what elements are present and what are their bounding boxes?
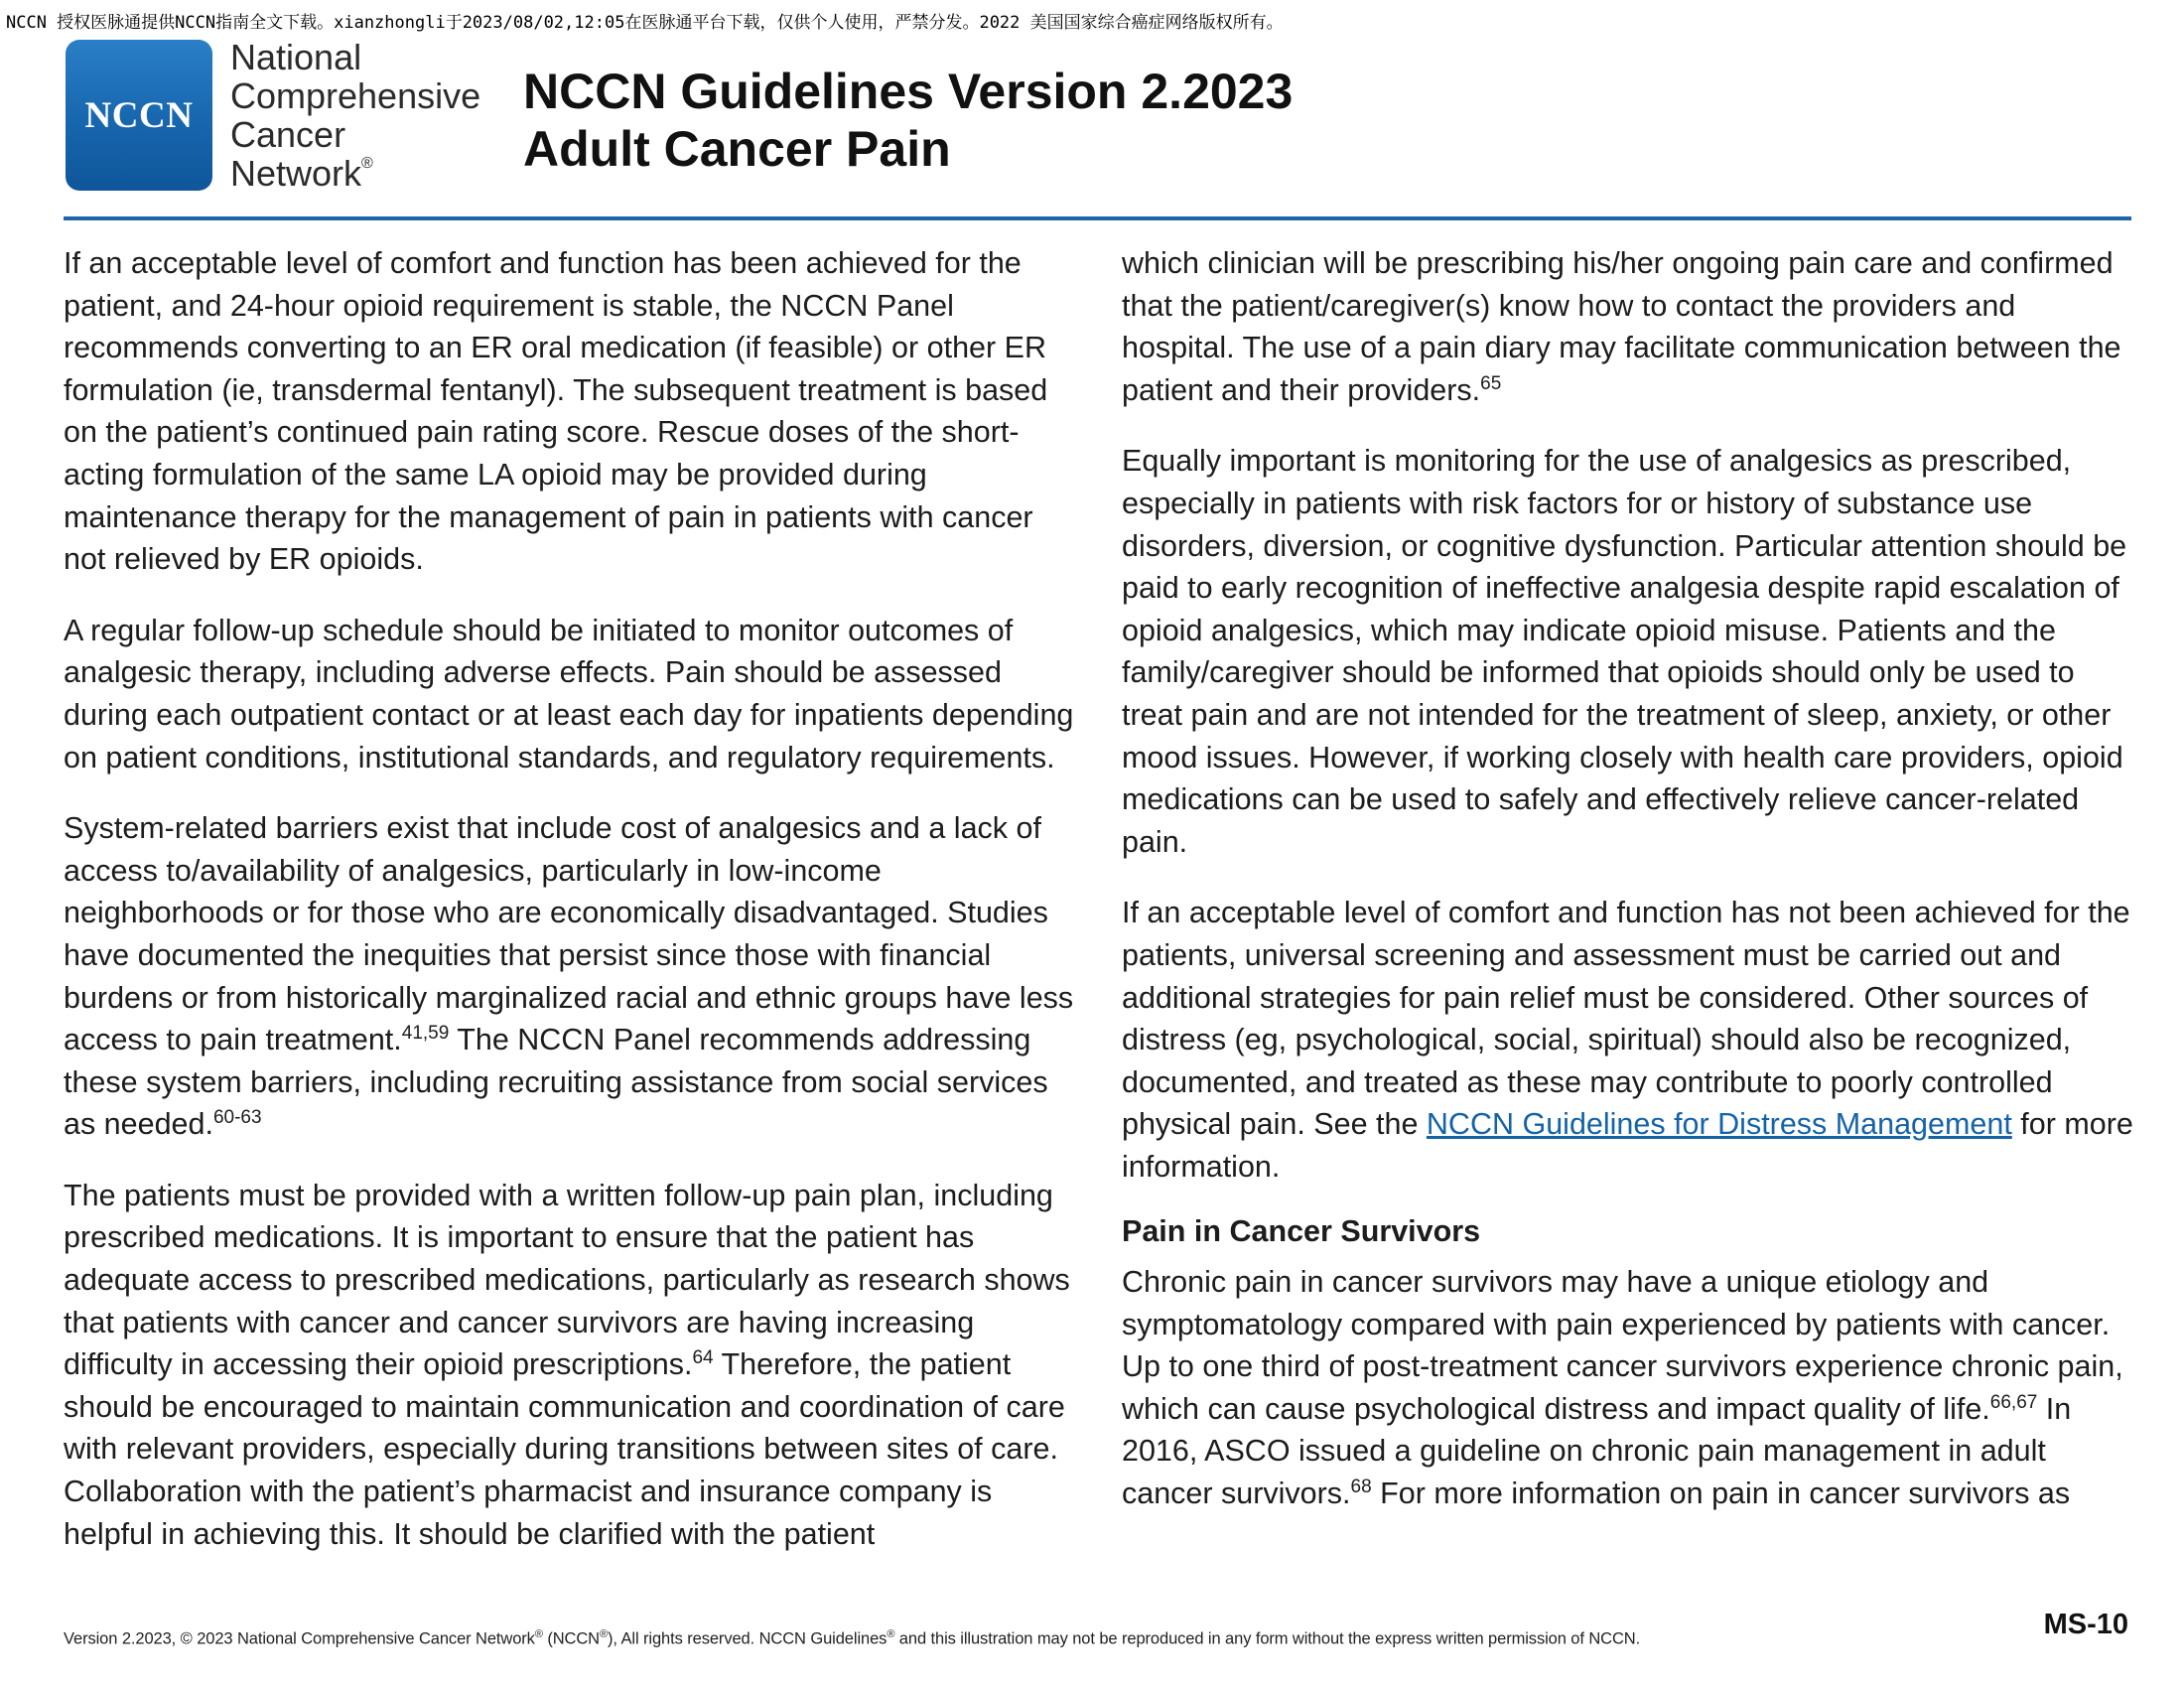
registered-mark: ® [887,1628,895,1640]
footer-text: ), All rights reserved. NCCN Guidelines [608,1629,887,1648]
text-segment: The patients must be provided with a written follow-up pain plan, including prescribed medications. It is important to ensure that the patient has adequate access to prescribed medications, particularly as research shows that patients with cancer and cancer survivors are having increasing difficulty in accessing their opioid prescriptions. [64,1178,1070,1382]
text-segment: The NCCN Panel recommends addressing these system barriers, including recruiting assistance from social services as needed. [64,1023,1048,1142]
registered-mark: ® [534,1628,543,1640]
paragraph-clinician-confirmation [1122,242,2134,411]
org-name-line-4 [230,154,480,193]
text-segment: If an acceptable level of comfort and function has not been achieved for the patients, universal screening and assessment must be carried out and additional strategies for pain relief must be considered. Other sources of distress (eg, psychological, social, spiritual) should also be recognized, documented, and treated as these may contribute to poorly controlled physical pain. See the [1122,896,2130,1142]
page-number: MS-10 [2043,1609,2128,1640]
paragraph-system-barriers [64,807,1076,1146]
citation-ref: 60-63 [212,1107,262,1129]
paragraph-survivor-pain [1122,1261,2134,1515]
registered-mark: ® [600,1628,609,1640]
text-segment: which clinician will be prescribing his/her ongoing pain care and confirmed that the patient/caregiver(s) know how to contact the providers and hospital. The use of a pain diary may facilitate communication between the patient and their providers. [1122,246,2121,407]
org-name-line-2: Comprehensive [230,75,481,116]
document-header [523,63,1293,178]
footer-text: (NCCN [542,1629,601,1648]
paragraph-pain-plan [64,1175,1076,1555]
paragraph-unachieved-comfort [1122,892,2134,1188]
footer-text: and this illustration may not be reproduced in any form without the express written permission of NCCN. [894,1629,1641,1648]
download-watermark: NCCN 授权医脉通提供NCCN指南全文下载。xianzhongli于2023/08/02,12:05在医脉通平台下载，仅供个人使用，严禁分发。2022 美国国家综合癌症网络版权所有。 [6,13,1284,33]
citation-ref: 68 [1350,1477,1372,1498]
text-segment: for more information. [1122,1107,2133,1184]
org-name-line-3: Cancer [230,114,346,155]
nccn-logo [66,40,212,191]
paragraph-analgesic-monitoring: Equally important is monitoring for the use of analgesics as prescribed, especially in patients with risk factors for or history of substance use disorders, diversion, or cognitive dysfunction. Particular attention should be paid to early recognition of ineffective analgesia despite rapid escalation of opioid analgesics, which may indicate opioid misuse. Patients and the family/caregiver should be informed that opioids should only be used to treat pain and are not intended for the treatment of sleep, anxiety, or other mood issues. However, if working closely with health care providers, opioid medications can be used to safely and effectively relieve cancer-related pain. [1122,444,2127,859]
text-segment: For more information on pain in cancer survivors as [1371,1477,2071,1511]
text-segment: System-related barriers exist that include cost of analgesics and a lack of access to/availability of analgesics, particularly in low-income neighborhoods or for those who are economically disadvantaged. Studies have documented the inequities that persist since those with financial burdens or from historically marginalized racial and ethnic groups have less access to pain treatment. [64,811,1074,1057]
copyright-footer [64,1628,1640,1649]
footer-text: Version 2.2023, © 2023 National Comprehensive Cancer Network [64,1629,535,1648]
text-segment: Therefore, the patient should be encouraged to maintain communication and coordination of care with relevant providers, especially during transitions between sites of care. Collaboration with the patient’s pharmacist and insurance company is helpful in achieving this. It should be clarified with the patient [64,1347,1065,1551]
distress-management-link[interactable]: NCCN Guidelines for Distress Management [1426,1107,2012,1142]
organization-name [230,38,480,193]
section-heading-cancer-survivors: Pain in Cancer Survivors [1122,1214,1481,1249]
text-segment: In 2016, ASCO issued a guideline on chronic pain management in adult cancer survivors. [1122,1391,2072,1511]
document-subtitle: Adult Cancer Pain [523,121,951,177]
right-text-column [1122,242,2134,1544]
citation-ref: 64 [692,1347,714,1369]
citation-ref: 65 [1480,372,1502,394]
header-divider [64,216,2131,220]
logo-mark-text: NCCN [84,94,194,136]
citation-ref: 41,59 [401,1023,450,1045]
citation-ref: 66,67 [1989,1391,2038,1413]
registered-mark: ® [361,155,373,172]
left-text-column [64,242,1076,1584]
org-name-line-1: National [230,37,362,77]
paragraph-er-conversion: If an acceptable level of comfort and function has been achieved for the patient, and 24-hour opioid requirement is stable, the NCCN Panel recommends converting to an ER oral medication (if feasible) or other ER formulation (ie, transdermal fentanyl). The subsequent treatment is based on the patient’s continued pain rating score. Rescue doses of the short-acting formulation of the same LA opioid may be provided during maintenance therapy for the management of pain in patients with cancer not relieved by ER opioids. [64,246,1048,577]
org-name-network: Network [230,153,362,194]
document-title: NCCN Guidelines Version 2.2023 [523,64,1294,119]
text-segment: Chronic pain in cancer survivors may have a unique etiology and symptomatology compared with pain experienced by patients with cancer. Up to one third of post-treatment cancer survivors experience chronic pain, which can cause psychological distress and impact quality of life. [1122,1265,2123,1426]
paragraph-follow-up-schedule: A regular follow-up schedule should be initiated to monitor outcomes of analgesic therapy, including adverse effects. Pain should be assessed during each outpatient contact or at least each day for inpatients depending on patient conditions, institutional standards, and regulatory requirements. [64,613,1074,774]
